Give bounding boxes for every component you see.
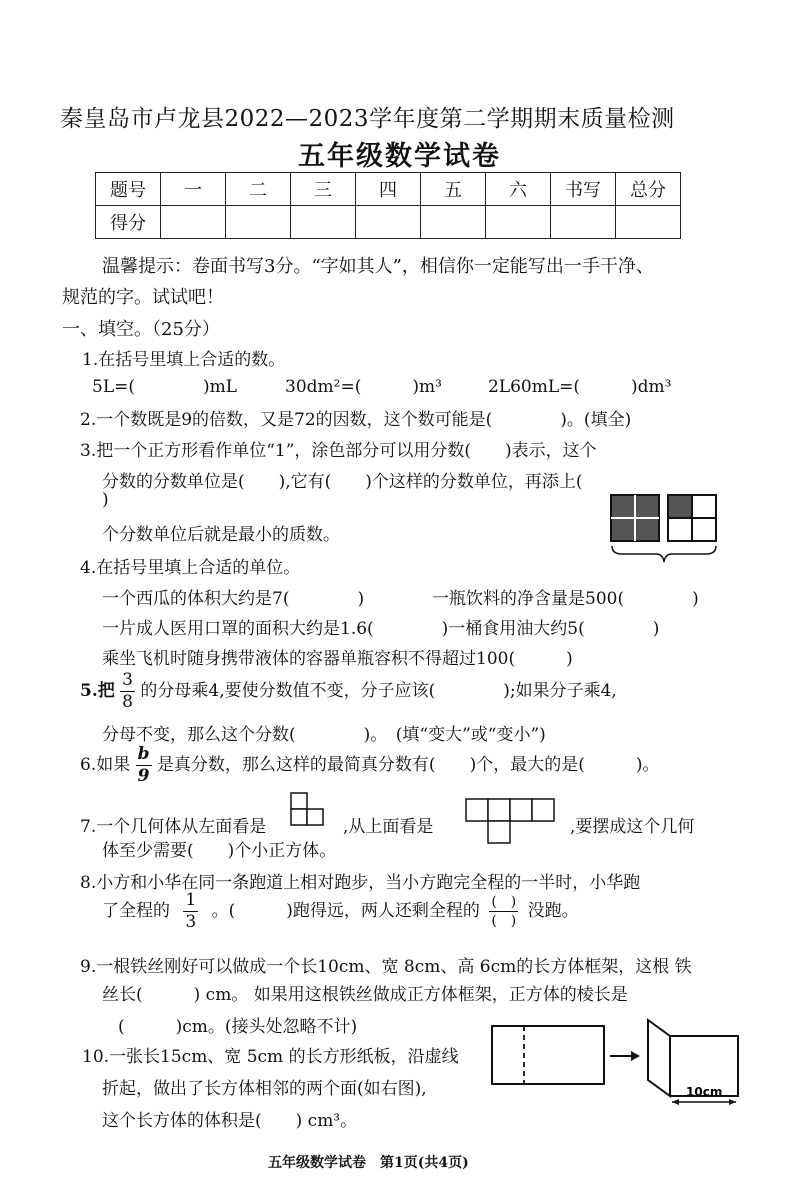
- q6-fraction-numerator: b: [137, 744, 150, 764]
- q8-fraction-denominator: 3: [185, 912, 197, 932]
- q8-blank-fraction: [489, 895, 518, 928]
- q10-line-3: 这个长方体的体积是( ) cm³。: [102, 1111, 358, 1131]
- tip-line-1: 温馨提示：卷面书写3分。“字如其人”，相信你一定能写出一手干净、: [102, 256, 654, 277]
- q9-line-2: 丝长( ) cm。 如果用这根铁丝做成正方体框架，正方体的棱长是: [102, 985, 628, 1005]
- q8-line-2: [102, 892, 579, 931]
- q9-line-1: 9.一根铁丝刚好可以做成一个长10cm、宽 8cm、高 6cm的长方体框架，这根 铁: [80, 957, 692, 977]
- exam-title: 秦皇岛市卢龙县2022—2023学年度第二学期期末质量检测: [60, 106, 675, 132]
- q1-c: 2L60mL=( )dm³: [488, 377, 672, 397]
- q6-fraction-denominator: 9: [137, 766, 150, 786]
- q5-prefix: 5.把: [80, 681, 115, 701]
- score-blank-cell[interactable]: [161, 206, 226, 239]
- q7-line-2: 体至少需要( )个小正方体。: [102, 841, 337, 861]
- q6-line: [80, 746, 659, 785]
- score-blank-cell[interactable]: [421, 206, 486, 239]
- score-blank-cell[interactable]: [356, 206, 421, 239]
- q7-b: ,从上面看是: [343, 817, 434, 837]
- q8-fraction-numerator: 1: [185, 890, 197, 910]
- view-cube: [307, 809, 323, 825]
- q8-c: 没跑。: [527, 901, 579, 921]
- q4-d: 乘坐飞机时随身携带液体的容器单瓶容积不得超过100( ): [102, 649, 573, 669]
- score-table-score-row: [96, 206, 681, 239]
- q3-line-4: 个分数单位后就是最小的质数。: [102, 525, 340, 545]
- q4-a: 一个西瓜的体积大约是7( ): [102, 589, 365, 609]
- q8-blank-denominator: ( ): [491, 913, 517, 929]
- dimension-arrow: [729, 1099, 736, 1105]
- score-cell: 书写: [551, 173, 616, 206]
- q6-rest: 是真分数，那么这样的最简真分数有( )个，最大的是( )。: [156, 755, 660, 775]
- score-cell: 二: [226, 173, 291, 206]
- q5-line-1: [80, 672, 617, 711]
- view-cube: [466, 799, 488, 821]
- view-cube: [532, 799, 554, 821]
- score-blank-cell[interactable]: [616, 206, 681, 239]
- page-footer: 五年级数学试卷 第1页(共4页): [268, 1155, 469, 1171]
- score-table-header-row: [96, 173, 681, 206]
- q4-b: 一瓶饮料的净含量是500( ): [432, 589, 699, 609]
- tip-line-2: 规范的字。试试吧！: [62, 287, 224, 308]
- q6-fraction: [136, 746, 152, 785]
- q4-c: 一片成人医用口罩的面积大约是1.6( )一桶食用油大约5( ): [102, 619, 660, 639]
- view-cube: [488, 821, 510, 843]
- shaded-quarter: [668, 495, 692, 518]
- q10-line-2: 折起，做出了长方体相邻的两个面(如右图),: [102, 1079, 427, 1099]
- flat-board: [492, 1026, 604, 1084]
- q5-rest: 的分母乘4,要使分数值不变，分子应该( );如果分子乘4,: [140, 681, 617, 701]
- brace: [612, 546, 716, 562]
- q3-line-1: 3.把一个正方形看作单位“1”，涂色部分可以用分数( )表示，这个: [80, 441, 597, 461]
- score-cell: 四: [356, 173, 421, 206]
- dimension-arrow: [672, 1099, 679, 1105]
- q7-c: ,要摆成这个几何: [570, 817, 695, 837]
- q1-a: 5L=( )mL: [92, 377, 238, 397]
- view-cube: [510, 799, 532, 821]
- section-heading: 一、填空。（25分）: [62, 319, 220, 340]
- score-blank-cell[interactable]: [226, 206, 291, 239]
- score-blank-cell[interactable]: [291, 206, 356, 239]
- score-cell: 六: [486, 173, 551, 206]
- q8-a: 了全程的: [102, 901, 170, 921]
- q5-fraction: [120, 672, 135, 711]
- q8-line-1: 8.小方和小华在同一条跑道上相对跑步，当小方跑完全程的一半时，小华跑: [80, 873, 641, 893]
- view-cube: [291, 809, 307, 825]
- arrow-head: [631, 1051, 640, 1061]
- left-view-figure: [290, 792, 326, 828]
- q1-b: 30dm²=( )m³: [285, 377, 442, 397]
- q1-text: 1.在括号里填上合适的数。: [82, 350, 286, 370]
- q5-line-2: 分母不变，那么这个分数( )。 (填“变大”或“变小”): [102, 725, 546, 745]
- score-cell: 三: [291, 173, 356, 206]
- score-row-label: 得分: [96, 206, 161, 239]
- q3-squares-figure: [610, 494, 720, 566]
- q2-text: 2.一个数既是9的倍数，又是72的因数，这个数可能是( )。(填全): [80, 410, 632, 430]
- q7-a: 7.一个几何体从左面看是: [80, 817, 267, 837]
- score-cell: 五: [421, 173, 486, 206]
- score-blank-cell[interactable]: [551, 206, 616, 239]
- q8-fraction: [183, 892, 198, 931]
- top-view-figure: [465, 798, 555, 844]
- score-table: [95, 172, 681, 239]
- q9-line-3: ( )cm。(接头处忽略不计): [118, 1017, 358, 1037]
- q5-fraction-denominator: 8: [122, 692, 133, 712]
- score-blank-cell[interactable]: [486, 206, 551, 239]
- exam-subtitle: 五年级数学试卷: [298, 141, 501, 172]
- folded-face: [648, 1020, 670, 1096]
- q6-prefix: 6.如果: [80, 755, 131, 775]
- score-cell: 总分: [616, 173, 681, 206]
- q8-b: 。( )跑得远，两人还剩全程的: [211, 901, 480, 921]
- q3-line-3: ): [102, 490, 109, 510]
- view-cube: [291, 793, 307, 809]
- q10-line-1: 10.一张长15cm、宽 5cm 的长方形纸板，沿虚线: [82, 1047, 459, 1067]
- q4-text: 4.在括号里填上合适的单位。: [80, 558, 301, 578]
- score-cell: 题号: [96, 173, 161, 206]
- q3-line-2: 分数的分数单位是( ),它有( )个这样的分数单位，再添上(: [102, 472, 583, 492]
- dimension-label: 10cm: [686, 1085, 723, 1099]
- view-cube: [488, 799, 510, 821]
- score-cell: 一: [161, 173, 226, 206]
- q8-blank-numerator: ( ): [491, 894, 517, 910]
- q5-fraction-numerator: 3: [122, 670, 133, 690]
- q10-fold-figure: [490, 1018, 744, 1110]
